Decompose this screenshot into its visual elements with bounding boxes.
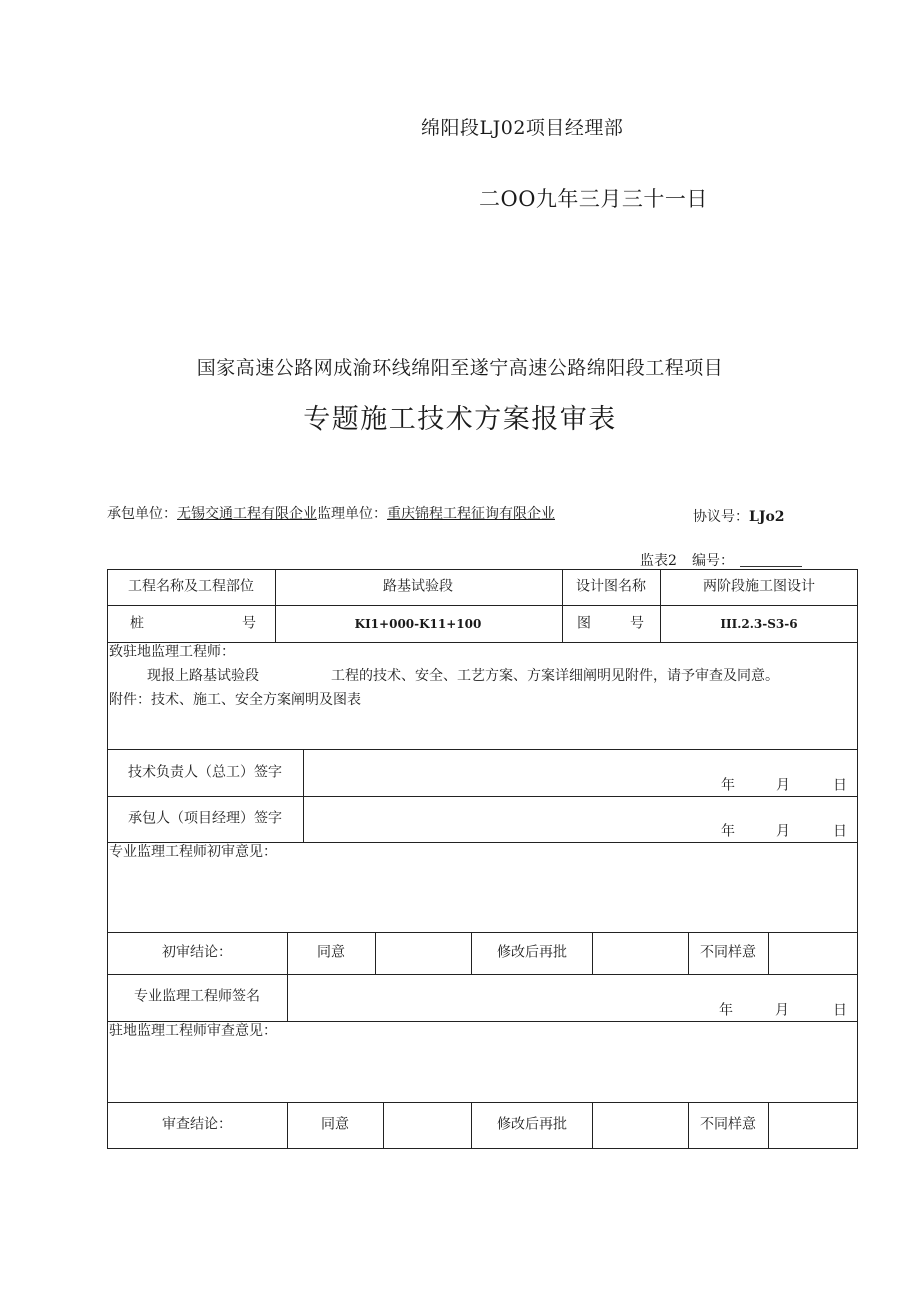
review-form-table [107,569,858,1149]
review-disagree: 不同样意 [700,1116,756,1133]
resident-opinion-label: 驻地监理工程师审查意见： [109,1023,277,1039]
form-title: 专题施工技术方案报审表 [303,404,617,435]
initial-conclusion-label: 初审结论： [162,944,232,961]
review-modify: 修改后再批 [497,1116,567,1133]
stake-label-1: 桩 [130,615,144,632]
attachment-note: 附件：技术、施工、安全方案阐明及图表 [109,692,361,708]
agreement-value: LJo2 [749,509,785,525]
drawing-value: III.2.3-S3-6 [720,616,798,631]
project-name-value: 路基试验段 [383,578,453,595]
number-blank [740,566,802,567]
form-code: 监表2 [640,553,677,569]
supervisor-label: 监理单位： [317,506,387,522]
contractor-line [107,503,555,523]
contractor-sign-label: 承包人（项目经理）签字 [128,810,282,827]
tech-sign-day: 日 [833,777,847,794]
review-conclusion-label: 审查结论： [162,1116,232,1133]
project-name-label: 工程名称及工程部位 [128,578,254,595]
design-name-label: 设计图名称 [576,578,646,595]
specialist-sign-year: 年 [719,1002,733,1019]
contractor-label: 承包单位： [107,506,177,522]
specialist-sign-month: 月 [775,1002,789,1019]
design-name-value: 两阶段施工图设计 [703,578,815,595]
contractor-value: 无锡交通工程有限企业 [177,506,317,522]
specialist-sign-label: 专业监理工程师签名 [134,988,260,1005]
tech-sign-year: 年 [721,777,735,794]
number-label: 编号： [692,553,734,569]
drawing-label-1: 图 [577,615,591,632]
review-agree: 同意 [321,1116,349,1133]
to-engineer: 致驻地监理工程师： [109,644,235,660]
report-suffix: 工程的技术、安全、工艺方案、方案详细阐明见附件，请予审查及同意。 [331,668,779,684]
supervisor-value: 重庆锦程工程征询有限企业 [387,506,555,522]
agreement-label: 协议号： [693,509,749,525]
agreement-line [693,506,785,526]
specialist-sign-day: 日 [833,1002,847,1019]
department-name: 绵阳段LJ02项目经理部 [421,117,624,139]
contractor-sign-year: 年 [721,823,735,840]
initial-modify: 修改后再批 [497,944,567,961]
contractor-sign-month: 月 [776,823,790,840]
initial-disagree: 不同样意 [700,944,756,961]
drawing-label-2: 号 [630,615,644,632]
contractor-sign-day: 日 [833,823,847,840]
report-prefix: 现报上路基试验段 [147,668,259,684]
stake-label-2: 号 [242,615,256,632]
tech-sign-label: 技术负责人（总工）签字 [128,764,282,781]
document-date: 二OO九年三月三十一日 [479,187,708,211]
initial-opinion-label: 专业监理工程师初审意见： [109,844,277,860]
stake-value: KI1+000-K11+100 [354,616,482,631]
tech-sign-month: 月 [776,777,790,794]
project-title: 国家高速公路网成渝环线绵阳至遂宁高速公路绵阳段工程项目 [196,357,724,379]
initial-agree: 同意 [317,944,345,961]
